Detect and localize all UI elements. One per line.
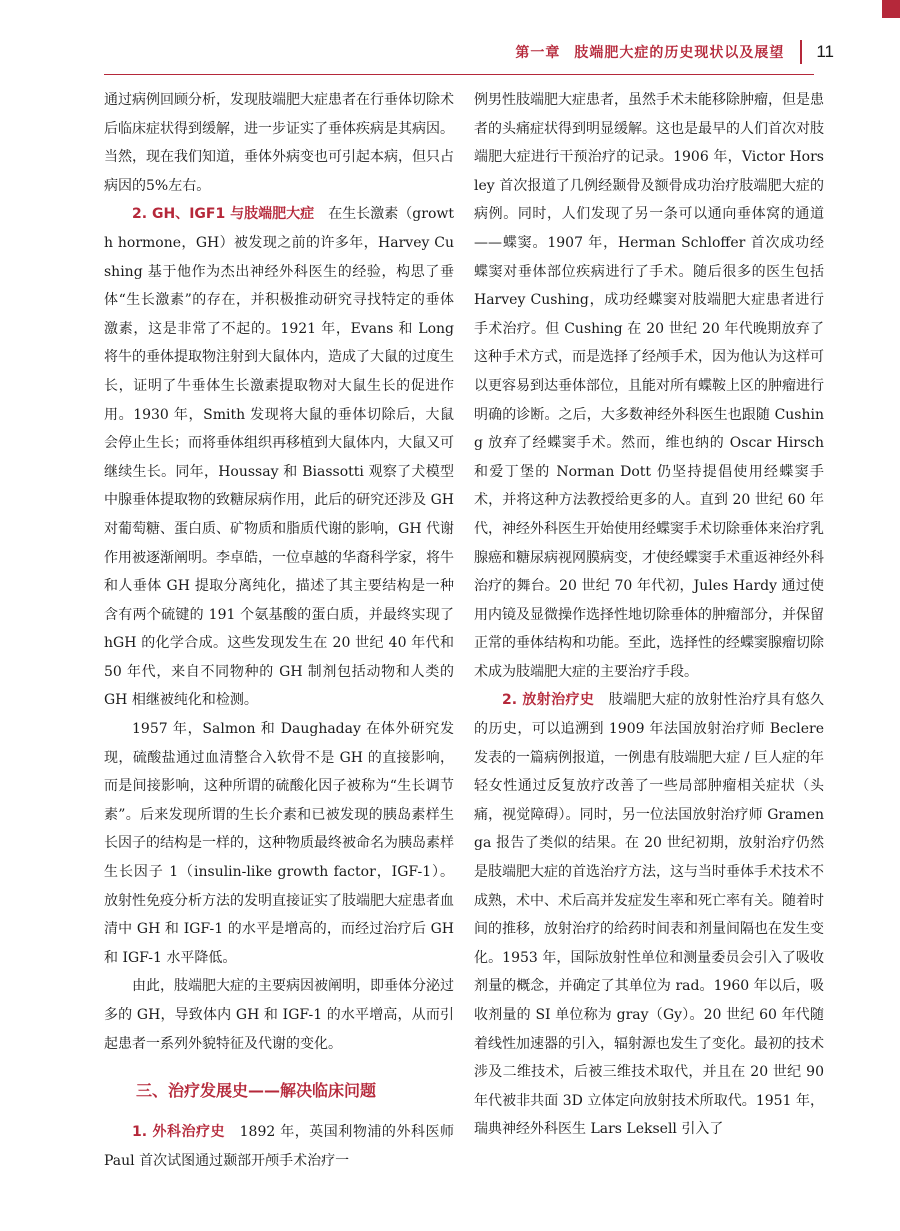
subsection-heading-gh-igf1: 2. GH、IGF1 与肢端肥大症 xyxy=(132,206,315,223)
section-title-treatment-history: 三、治疗发展史——解决临床问题 xyxy=(136,1081,377,1101)
corner-tab-marker xyxy=(882,0,900,18)
paragraph-radiation xyxy=(474,686,824,1144)
header-rule xyxy=(104,74,814,75)
paragraph: 1957 年，Salmon 和 Daughaday 在体外研究发现，硫酸盐通过血清整合入软骨不是 GH 的直接影响，而是间接影响，这种所谓的硫酸化因子被称为“生长调节素”。后来发现所谓的生长介素和已被发现的胰岛素样生长因子的结构是一样的，这种物质最终被命名为胰岛素样生长因子 1（insulin-like growth factor，IGF-1）。放射性免疫分析方法的发明直接证实了肢端肥大症患者血清中 GH 和 IGF-1 的水平是增高的，而经过治疗后 GH 和 IGF-1 水平降低。 xyxy=(104,721,454,966)
paragraph: 由此，肢端肥大症的主要病因被阐明，即垂体分泌过多的 GH，导致体内 GH 和 IGF-1 的水平增高，从而引起患者一系列外貌特征及代谢的变化。 xyxy=(104,978,454,1052)
right-column xyxy=(474,86,824,1144)
paragraph-surgery xyxy=(104,1118,454,1175)
page-number: 11 xyxy=(816,42,834,61)
chapter-label: 第一章 xyxy=(515,45,561,61)
left-column xyxy=(104,86,454,1175)
running-header xyxy=(470,40,834,64)
paragraph-gh-igf1 xyxy=(104,200,454,715)
chapter-title: 肢端肥大症的历史现状以及展望 xyxy=(574,45,785,61)
header-separator xyxy=(800,40,802,64)
paragraph: 例男性肢端肥大症患者，虽然手术未能移除肿瘤，但是患者的头痛症状得到明显缓解。这也是最早的人们首次对肢端肥大症进行干预治疗的记录。1906 年，Victor Horsley 首次报道了几例经颞骨及额骨成功治疗肢端肥大症的病例。同时，人们发现了另一条可以通向垂体窝的通道——蝶窦。1907 年，Herman Schloffer 首次成功经蝶窦对垂体部位疾病进行了手术。随后很多的医生包括 Harvey Cushing，成功经蝶窦对肢端肥大症患者进行手术治疗。但 Cushing 在 20 世纪 20 年代晚期放弃了这种手术方式，而是选择了经颅手术，因为他认为这样可以更容易到达垂体部位，且能对所有蝶鞍上区的肿瘤进行明确的诊断。之后，大多数神经外科医生也跟随 Cushing 放弃了经蝶窦手术。然而，维也纳的 Oscar Hirsch 和爱丁堡的 Norman Dott 仍坚持提倡使用经蝶窦手术，并将这种方法教授给更多的人。直到 20 世纪 60 年代，神经外科医生开始使用经蝶窦手术切除垂体来治疗乳腺癌和糖尿病视网膜病变，才使经蝶窦手术重返神经外科治疗的舞台。20 世纪 70 年代初，Jules Hardy 通过使用内镜及显微操作选择性地切除垂体的肿瘤部分，并保留正常的垂体结构和功能。至此，选择性的经蝶窦腺瘤切除术成为肢端肥大症的主要治疗手段。 xyxy=(474,92,824,680)
subsection-heading-surgery: 1. 外科治疗史 xyxy=(132,1124,226,1141)
paragraph-text: 肢端肥大症的放射性治疗具有悠久的历史，可以追溯到 1909 年法国放射治疗师 Beclere 发表的一篇病例报道，一例患有肢端肥大症 / 巨人症的年轻女性通过反复放疗改善了一些局部肿瘤相关症状（头痛，视觉障碍）。同时，另一位法国放射治疗师 Gramenga 报告了类似的结果。在 20 世纪初期，放射治疗仍然是肢端肥大症的首选治疗方法，这与当时垂体手术技术不成熟，术中、术后高并发症发生率和死亡率有关。随着时间的推移，放射治疗的给药时间表和剂量间隔也在发生变化。1953 年，国际放射性单位和测量委员会引入了吸收剂量的概念，并确定了其单位为 rad。1960 年以后，吸收剂量的 SI 单位称为 gray（Gy）。20 世纪 60 年代随着线性加速器的引入，辐射源也发生了变化。最初的技术涉及二维技术，后被三维技术取代，并且在 20 世纪 90 年代被非共面 3D 立体定向放射技术所取代。1951 年，瑞典神经外科医生 Lars Leksell 引入了 xyxy=(474,692,825,1138)
paragraph: 通过病例回顾分析，发现肢端肥大症患者在行垂体切除术后临床症状得到缓解，进一步证实了垂体疾病是其病因。当然，现在我们知道，垂体外病变也可引起本病，但只占病因的5%左右。 xyxy=(104,92,454,194)
subsection-heading-radiation: 2. 放射治疗史 xyxy=(502,692,595,709)
paragraph-text: 在生长激素（growth hormone，GH）被发现之前的许多年，Harvey Cushing 基于他作为杰出神经外科医生的经验，构思了垂体“生长激素”的存在，并积极推动研究寻找特定的垂体激素，这是非常了不起的。1921 年，Evans 和 Long 将牛的垂体提取物注射到大鼠体内，造成了大鼠的过度生长，证明了牛垂体生长激素提取物对大鼠生长的促进作用。1930 年，Smith 发现将大鼠的垂体切除后，大鼠会停止生长；而将垂体组织再移植到大鼠体内，大鼠又可继续生长。同年，Houssay 和 Biassotti 观察了犬模型中腺垂体提取物的致糖尿病作用，此后的研究还涉及 GH 对葡萄糖、蛋白质、矿物质和脂质代谢的影响，GH 代谢作用被逐渐阐明。李卓皓，一位卓越的华裔科学家，将牛和人垂体 GH 提取分离纯化，描述了其主要结构是一种含有两个硫键的 191 个氨基酸的蛋白质，并最终实现了 hGH 的化学合成。这些发现发生在 20 世纪 40 年代和 50 年代，来自不同物种的 GH 制剂包括动物和人类的 GH 相继被纯化和检测。 xyxy=(104,206,454,709)
paragraph-text: 1892 年，英国利物浦的外科医师 Paul 首次试图通过颞部开颅手术治疗一 xyxy=(104,1124,454,1169)
